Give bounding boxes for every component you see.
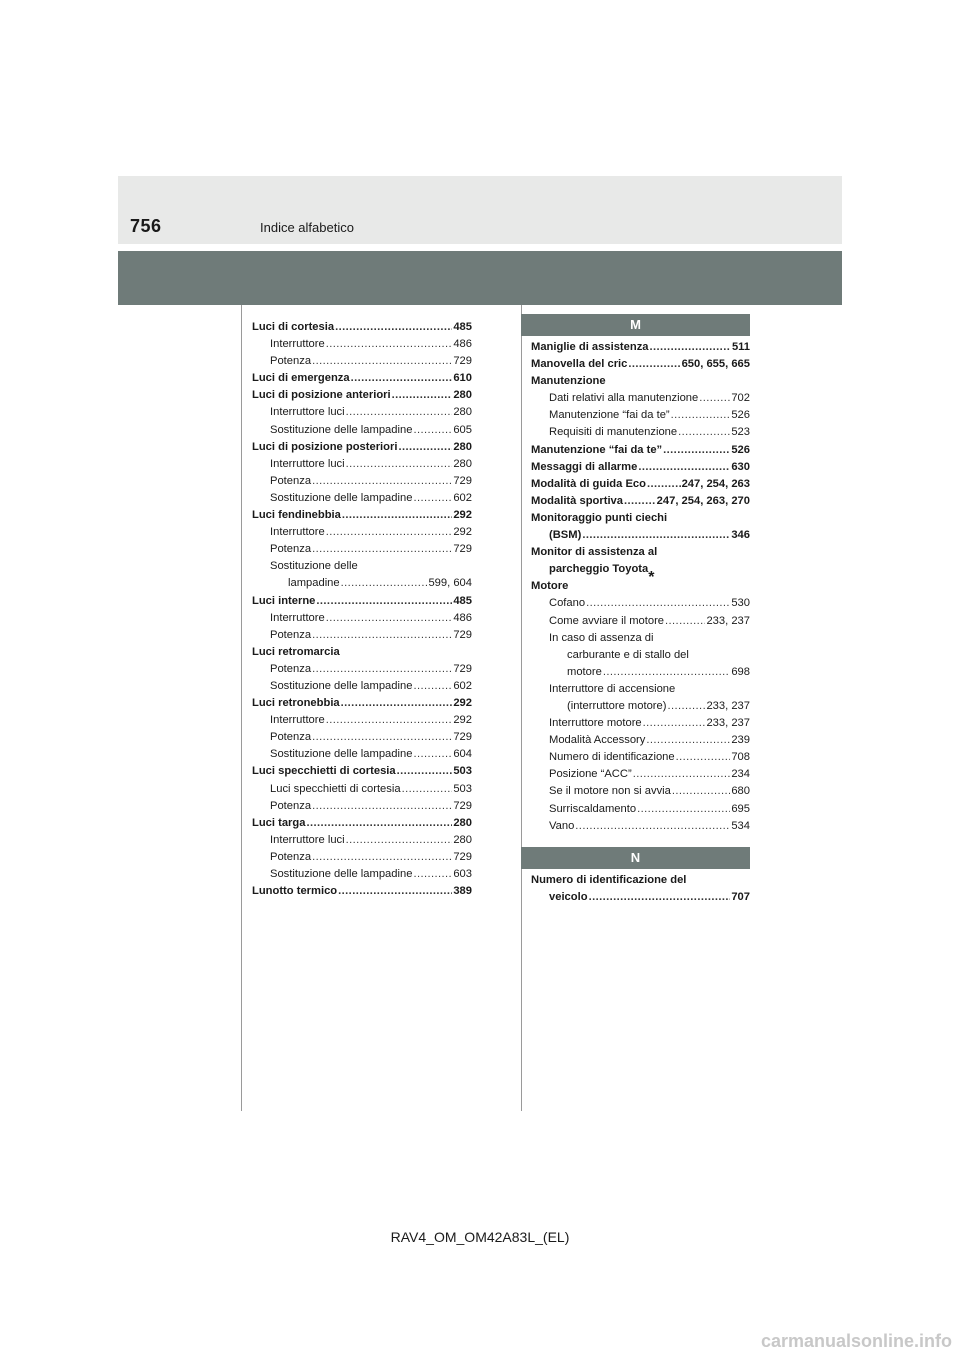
entry-page-ref: 523: [731, 426, 750, 439]
index-entry: [531, 442, 750, 459]
leader-dots: [650, 339, 731, 356]
index-entry: [252, 507, 472, 524]
leader-dots: [312, 661, 452, 678]
index-entry: [531, 390, 750, 407]
leader-dots: [338, 883, 452, 900]
entry-page-ref: 698: [731, 665, 750, 678]
leader-dots: [397, 763, 453, 780]
entry-page-ref: 292: [453, 509, 472, 522]
entry-label: Luci retronebbia: [252, 697, 340, 710]
letter-heading-n: N: [521, 847, 750, 869]
entry-page-ref: 485: [453, 321, 472, 333]
index-entry: [531, 732, 750, 749]
leader-dots: [351, 370, 453, 387]
leader-dots: [647, 476, 681, 493]
index-entry: [252, 575, 472, 592]
index-entry: [252, 370, 472, 387]
entry-page-ref: 346: [731, 529, 750, 542]
index-entry: [252, 712, 472, 729]
entry-label: Potenza: [270, 799, 312, 812]
index-entry: [531, 544, 750, 561]
entry-label: Requisiti di manutenzione: [549, 426, 678, 439]
leader-dots: [603, 664, 731, 681]
entry-page-ref: 729: [453, 628, 472, 641]
leader-dots: [341, 695, 453, 712]
index-entry: [531, 783, 750, 800]
entry-label: Se il motore non si avvia: [549, 785, 671, 798]
index-entry: [531, 698, 750, 715]
index-entry: [252, 678, 472, 695]
entry-label: Potenza: [270, 628, 312, 641]
index-entry: [252, 729, 472, 746]
index-entry: [531, 818, 750, 835]
left-column-rule: [241, 305, 242, 1111]
entry-label: Sostituzione delle lampadine: [270, 423, 413, 436]
entry-page-ref: 650, 655, 665: [681, 358, 750, 371]
leader-dots: [341, 575, 428, 592]
entry-label: Messaggi di allarme: [531, 460, 638, 473]
entry-page-ref: 630: [731, 460, 750, 473]
index-entry: [252, 746, 472, 763]
entry-page-ref: 695: [731, 802, 750, 815]
entry-label: Interruttore luci: [270, 833, 345, 846]
entry-label: Luci targa: [252, 816, 306, 829]
entry-label: Modalità Accessory: [549, 734, 646, 747]
leader-dots: [413, 746, 452, 763]
index-entry: [531, 613, 750, 630]
index-entry: [531, 715, 750, 732]
entry-page-ref: 486: [453, 338, 472, 351]
index-entry: [252, 404, 472, 421]
leader-dots: [312, 473, 452, 490]
leader-dots: [312, 627, 452, 644]
leader-dots: [312, 353, 452, 370]
entry-page-ref: 247, 254, 263: [681, 477, 750, 490]
entry-label: lampadine: [288, 577, 340, 590]
entry-label: In caso di assenza di: [549, 631, 654, 644]
leader-dots: [346, 456, 453, 473]
header-dark-band: [118, 251, 842, 305]
leader-dots: [312, 729, 452, 746]
entry-label: parcheggio Toyota: [549, 563, 649, 576]
entry-label: Numero di identificazione: [549, 751, 675, 764]
entry-page-ref: 605: [453, 423, 472, 436]
index-entry: [531, 476, 750, 493]
entry-label: Interruttore: [270, 714, 325, 727]
entry-page-ref: 233, 237: [706, 699, 750, 712]
entry-label: Numero di identificazione del: [531, 874, 687, 886]
entry-label: Luci fendinebbia: [252, 509, 341, 522]
index-entry: [531, 578, 750, 595]
entry-label: Potenza: [270, 355, 312, 368]
entry-label: Vano: [549, 819, 575, 832]
index-entry: [531, 373, 750, 390]
leader-dots: [342, 507, 452, 524]
entry-label: Surriscaldamento: [549, 802, 637, 815]
leader-dots: [312, 541, 452, 558]
entry-label: Sostituzione delle lampadine: [270, 491, 413, 504]
entry-label: Interruttore: [270, 526, 325, 539]
entry-label: Luci interne: [252, 594, 316, 607]
entry-page-ref: 602: [453, 491, 472, 504]
entry-label: Maniglie di assistenza: [531, 341, 649, 353]
entry-page-ref: 233, 237: [706, 614, 750, 627]
entry-label: Cofano: [549, 597, 586, 610]
leader-dots: [663, 442, 730, 459]
entry-label: (BSM): [549, 529, 582, 542]
entry-label: Dati relativi alla manutenzione: [549, 392, 699, 405]
index-entry: [252, 815, 472, 832]
index-entry: [252, 319, 472, 336]
entry-label: Lunotto termico: [252, 885, 338, 898]
entry-label: Luci specchietti di cortesia: [252, 765, 396, 778]
index-entry: [252, 422, 472, 439]
entry-page-ref: 610: [453, 372, 472, 385]
index-entry: [531, 801, 750, 818]
entry-page-ref: 729: [453, 355, 472, 368]
leader-dots: [589, 889, 731, 906]
index-entry: [531, 407, 750, 424]
entry-page-ref: 280: [453, 833, 472, 846]
entry-label: Luci specchietti di cortesia: [270, 782, 401, 795]
entry-label: Luci retromarcia: [252, 645, 340, 658]
entry-label: Luci di posizione anteriori: [252, 389, 391, 402]
index-entry: [252, 798, 472, 815]
entry-page-ref: 729: [453, 799, 472, 812]
entry-label: carburante e di stallo del: [567, 648, 689, 661]
entry-label: Interruttore di accensione: [549, 682, 676, 695]
entry-label: motore: [567, 665, 602, 678]
index-entry: [252, 387, 472, 404]
index-entry: [252, 593, 472, 610]
index-entry: [531, 510, 750, 527]
entry-label: Motore: [531, 580, 569, 593]
index-entry: [252, 695, 472, 712]
index-entry: [531, 749, 750, 766]
entry-page-ref: 729: [453, 543, 472, 556]
index-entry: [531, 424, 750, 441]
index-entry: [252, 336, 472, 353]
leader-dots: [346, 404, 453, 421]
leader-dots: [575, 818, 730, 835]
entry-label: Come avviare il motore: [549, 614, 665, 627]
index-entry: [252, 644, 472, 661]
leader-dots: [672, 783, 730, 800]
leader-dots: [678, 424, 730, 441]
entry-label: (interruttore motore): [567, 699, 667, 712]
entry-page-ref: 526: [731, 409, 750, 422]
entry-page-ref: 534: [731, 819, 750, 832]
letter-heading-m: M: [521, 314, 750, 336]
leader-dots: [326, 336, 453, 353]
watermark: carmanualsonline.info: [760, 1331, 952, 1351]
leader-dots: [699, 390, 730, 407]
entry-page-ref: 530: [731, 597, 750, 610]
entry-page-ref: 280: [453, 406, 472, 419]
index-entry: [252, 610, 472, 627]
index-entry: [252, 866, 472, 883]
entry-page-ref: 292: [453, 526, 472, 539]
leader-dots: [413, 490, 452, 507]
index-entry: [531, 664, 750, 681]
entry-label: Interruttore luci: [270, 457, 345, 470]
leader-dots: [346, 832, 453, 849]
entry-label: Potenza: [270, 474, 312, 487]
leader-dots: [335, 319, 452, 336]
entry-page-ref: 729: [453, 850, 472, 863]
entry-page-ref: 526: [731, 443, 750, 456]
entry-label: Potenza: [270, 731, 312, 744]
leader-dots: [413, 422, 452, 439]
index-entry: [252, 490, 472, 507]
index-entry: [531, 595, 750, 612]
page-number: 756: [130, 216, 162, 236]
leader-dots: [643, 715, 706, 732]
leader-dots: [665, 613, 705, 630]
leader-dots: [624, 493, 656, 510]
entry-page-ref: 602: [453, 679, 472, 692]
index-column-left: [252, 319, 472, 900]
entry-page-ref: 280: [453, 389, 472, 402]
index-entry: [252, 849, 472, 866]
leader-dots: [413, 678, 452, 695]
entry-label: Interruttore: [270, 611, 325, 624]
index-entry: [252, 473, 472, 490]
index-entry: [531, 527, 750, 544]
section-title: Indice alfabetico: [260, 220, 354, 235]
entry-label: Sostituzione delle lampadine: [270, 748, 413, 761]
entry-page-ref: 280: [453, 816, 472, 829]
index-entry: [252, 883, 472, 900]
leader-dots: [398, 439, 452, 456]
entry-label: Potenza: [270, 543, 312, 556]
index-entry: [252, 661, 472, 678]
index-entry: [531, 630, 750, 647]
leader-dots: [582, 527, 730, 544]
leader-dots: [402, 781, 453, 798]
entry-label: Sostituzione delle: [270, 560, 358, 573]
entry-page-ref: 729: [453, 662, 472, 675]
entry-page-ref: 292: [453, 697, 472, 710]
index-entry: [531, 459, 750, 476]
entry-label: Manutenzione “fai da te”: [549, 409, 670, 422]
leader-dots: [392, 387, 453, 404]
entry-page-ref: 486: [453, 611, 472, 624]
entry-label: Monitor di assistenza al: [531, 546, 658, 559]
entry-page-ref: 729: [453, 474, 472, 487]
index-entry: [531, 647, 750, 664]
entry-label: veicolo: [549, 891, 588, 904]
entry-page-ref: 292: [453, 714, 472, 727]
entry-page-ref: 702: [731, 392, 750, 405]
index-entry: [252, 524, 472, 541]
leader-dots: [326, 524, 453, 541]
entry-label: Interruttore: [270, 338, 325, 351]
leader-dots: [638, 459, 730, 476]
entry-label: Modalità sportiva: [531, 494, 624, 507]
entry-label: Potenza: [270, 662, 312, 675]
leader-dots: [676, 749, 731, 766]
index-entry: [252, 439, 472, 456]
leader-dots: [628, 356, 680, 373]
leader-dots: [671, 407, 731, 424]
index-entry: [252, 353, 472, 370]
entry-label: Sostituzione delle lampadine: [270, 679, 413, 692]
entry-page-ref: 247, 254, 263, 270: [656, 494, 750, 507]
right-column-rule: [521, 305, 522, 1111]
entry-page-ref: 729: [453, 731, 472, 744]
entry-page-ref: 604: [453, 748, 472, 761]
index-entry: [531, 872, 750, 889]
index-entry: [252, 541, 472, 558]
entry-label: Potenza: [270, 850, 312, 863]
index-entry: [531, 766, 750, 783]
index-entry: [531, 889, 750, 906]
entry-page-ref: 707: [731, 891, 750, 904]
entry-label: Manutenzione: [531, 375, 606, 388]
entry-label: Sostituzione delle lampadine: [270, 868, 413, 880]
entry-page-ref: 708: [731, 751, 750, 764]
entry-page-ref: 599, 604: [428, 577, 472, 590]
entry-page-ref: 485: [453, 594, 472, 607]
entry-page-ref: 239: [731, 734, 750, 747]
entry-page-ref: 280: [453, 440, 472, 453]
index-entry: [252, 763, 472, 780]
entry-page-ref: 511: [731, 341, 750, 353]
manual-code-footer: RAV4_OM_OM42A83L_(EL): [390, 1229, 570, 1245]
entry-page-ref: 503: [453, 782, 472, 795]
entry-page-ref: 280: [453, 457, 472, 470]
leader-dots: [646, 732, 730, 749]
header-band: [118, 176, 842, 244]
index-entry: parcheggio Toyota *: [549, 563, 655, 587]
leader-dots: [326, 712, 453, 729]
leader-dots: [413, 866, 452, 883]
entry-label: Interruttore luci: [270, 406, 345, 419]
leader-dots: [326, 610, 453, 627]
entry-page-ref: 233, 237: [706, 717, 750, 730]
entry-label: Manovella del cric: [531, 358, 628, 371]
entry-page-ref: 603: [453, 868, 472, 880]
index-entry: [531, 356, 750, 373]
entry-page-ref: 680: [731, 785, 750, 798]
leader-dots: [667, 698, 705, 715]
index-entry: [252, 627, 472, 644]
leader-dots: [312, 849, 452, 866]
index-entry: [252, 781, 472, 798]
entry-page-ref: 503: [453, 765, 472, 778]
leader-dots: [586, 595, 730, 612]
entry-label: Manutenzione “fai da te”: [531, 443, 663, 456]
entry-label: Luci di posizione posteriori: [252, 440, 398, 453]
entry-label: Modalità di guida Eco: [531, 477, 646, 490]
entry-label: Posizione “ACC”: [549, 768, 632, 781]
index-entry: [531, 493, 750, 510]
entry-page-ref: 389: [453, 885, 472, 898]
leader-dots: [316, 593, 452, 610]
index-entry: [252, 832, 472, 849]
index-entry: [252, 456, 472, 473]
entry-label: Luci di emergenza: [252, 372, 350, 385]
index-entry: [252, 558, 472, 575]
index-entry: [531, 339, 750, 356]
leader-dots: [633, 766, 731, 783]
entry-label: Monitoraggio punti ciechi: [531, 511, 668, 524]
index-entry: [531, 681, 750, 698]
leader-dots: [637, 801, 730, 818]
index-section-n: [531, 872, 750, 906]
entry-label: Luci di cortesia: [252, 321, 335, 333]
leader-dots: [312, 798, 452, 815]
entry-label: Interruttore motore: [549, 717, 642, 730]
leader-dots: [306, 815, 452, 832]
entry-page-ref: 234: [731, 768, 750, 781]
index-section-m: [531, 339, 750, 835]
